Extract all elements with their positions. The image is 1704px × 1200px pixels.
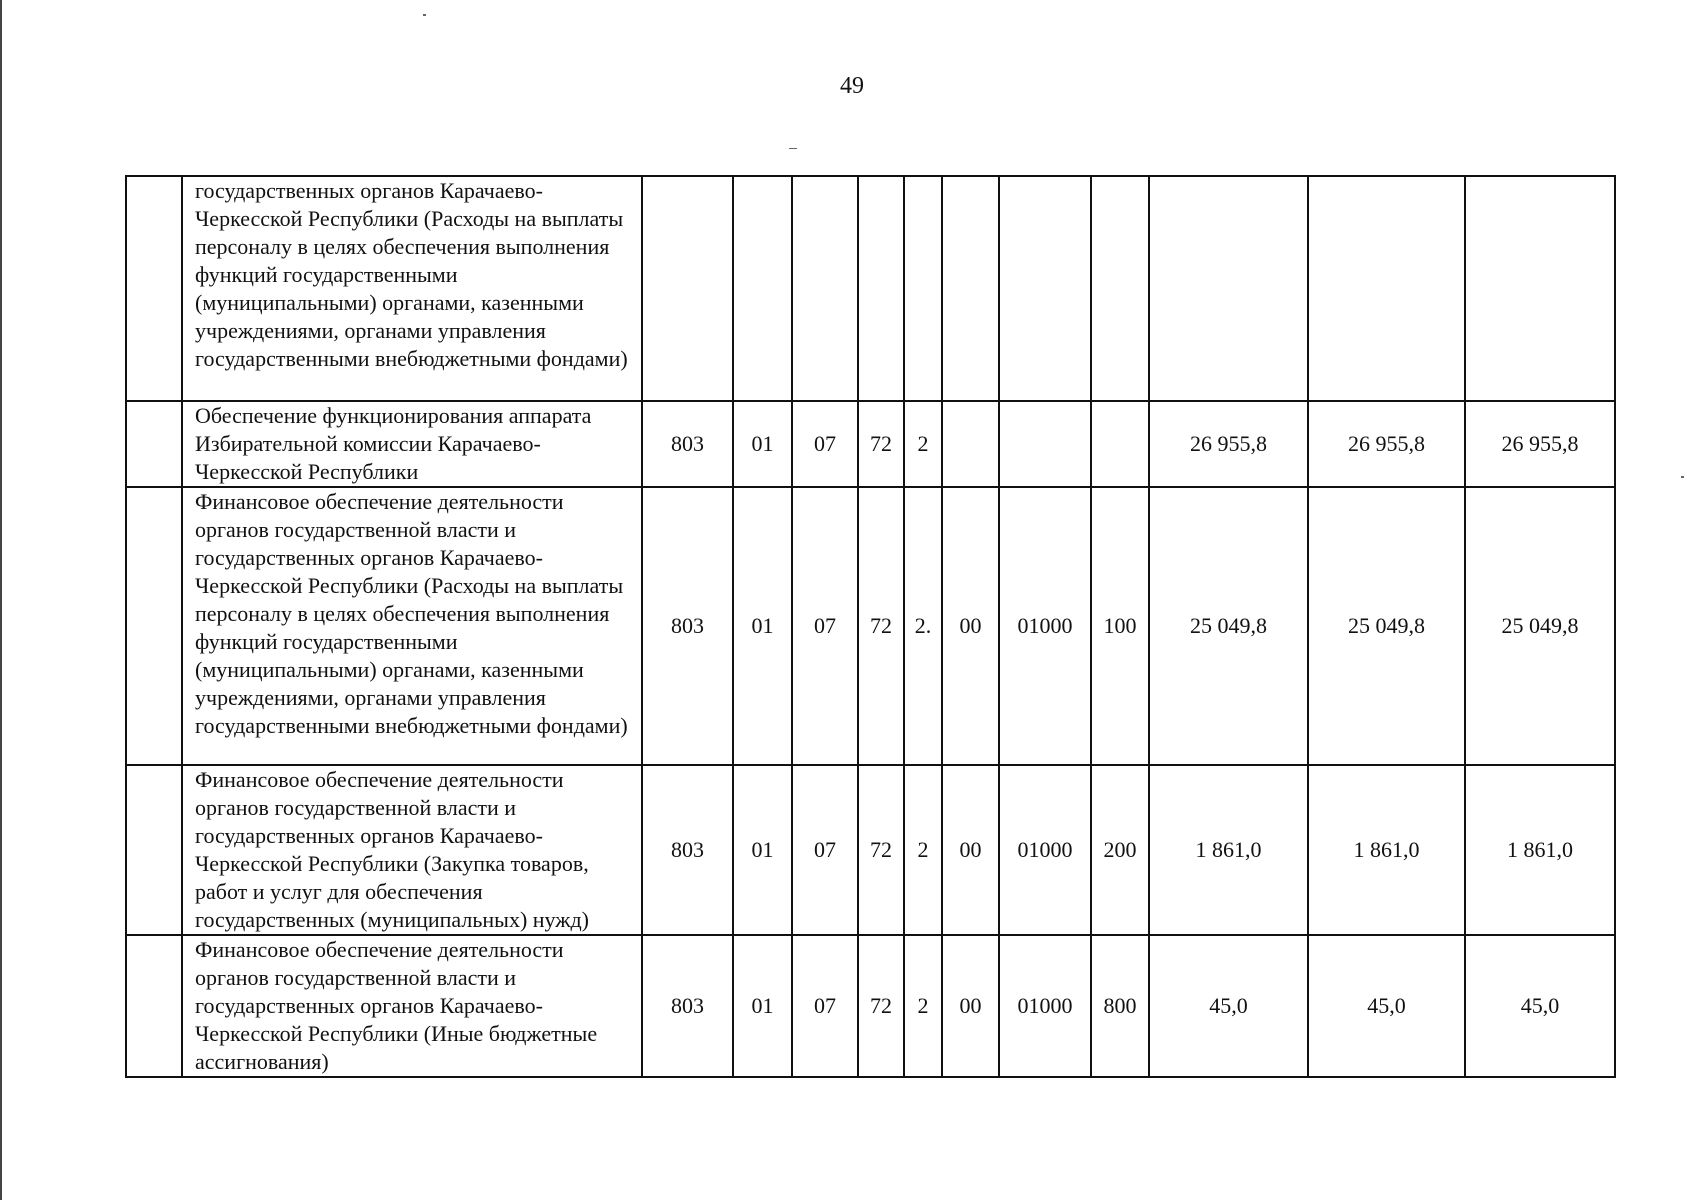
program-code-cell — [858, 176, 904, 401]
subsection-code-cell — [792, 176, 858, 401]
main-event-code-cell: 00 — [942, 765, 999, 935]
expense-type-code-cell — [1091, 401, 1149, 487]
description-cell: Финансовое обеспечение деятельности органов государственной власти и государственных органов Карачаево-Черкесской Республики (Расходы на выплаты персоналу в целях обеспечения выполнения функций государственными (муниципальными) органами, казенными учреждениями, органами управления государственными внебюджетными фондами) — [182, 487, 642, 765]
table-row — [126, 176, 1615, 401]
subsection-code-cell: 07 — [792, 765, 858, 935]
ministry-code-cell — [642, 176, 733, 401]
program-code-cell: 72 — [858, 765, 904, 935]
section-code-cell: 01 — [733, 487, 792, 765]
amount-cell-2: 26 955,8 — [1308, 401, 1465, 487]
subsection-code-cell: 07 — [792, 401, 858, 487]
expense-type-code-cell: 200 — [1091, 765, 1149, 935]
row-number-cell — [126, 487, 182, 765]
direction-code-cell — [999, 401, 1091, 487]
ministry-code-cell: 803 — [642, 401, 733, 487]
direction-code-cell: 01000 — [999, 765, 1091, 935]
direction-code-cell: 01000 — [999, 935, 1091, 1077]
scan-speck — [1681, 476, 1684, 478]
table-row — [126, 487, 1615, 765]
subprogram-code-cell — [904, 176, 942, 401]
page-number: 49 — [840, 73, 864, 99]
amount-cell-3: 45,0 — [1465, 935, 1615, 1077]
amount-cell-3 — [1465, 176, 1615, 401]
row-number-cell — [126, 935, 182, 1077]
program-code-cell: 72 — [858, 487, 904, 765]
subsection-code-cell: 07 — [792, 487, 858, 765]
amount-cell-1: 1 861,0 — [1149, 765, 1308, 935]
amount-cell-1: 25 049,8 — [1149, 487, 1308, 765]
main-event-code-cell: 00 — [942, 935, 999, 1077]
subprogram-code-cell: 2. — [904, 487, 942, 765]
amount-cell-1: 26 955,8 — [1149, 401, 1308, 487]
expense-type-code-cell — [1091, 176, 1149, 401]
amount-cell-1: 45,0 — [1149, 935, 1308, 1077]
budget-table — [125, 175, 1616, 1078]
program-code-cell: 72 — [858, 401, 904, 487]
subprogram-code-cell: 2 — [904, 935, 942, 1077]
section-code-cell: 01 — [733, 765, 792, 935]
table-row — [126, 935, 1615, 1077]
table-row — [126, 401, 1615, 487]
subsection-code-cell: 07 — [792, 935, 858, 1077]
subprogram-code-cell: 2 — [904, 401, 942, 487]
program-code-cell: 72 — [858, 935, 904, 1077]
main-event-code-cell — [942, 401, 999, 487]
amount-cell-3: 1 861,0 — [1465, 765, 1615, 935]
ministry-code-cell: 803 — [642, 765, 733, 935]
direction-code-cell — [999, 176, 1091, 401]
table-row — [126, 765, 1615, 935]
expense-type-code-cell: 800 — [1091, 935, 1149, 1077]
amount-cell-3: 25 049,8 — [1465, 487, 1615, 765]
page-left-edge — [0, 0, 2, 1200]
section-code-cell: 01 — [733, 935, 792, 1077]
description-cell: Финансовое обеспечение деятельности органов государственной власти и государственных органов Карачаево-Черкесской Республики (Закупка товаров, работ и услуг для обеспечения государственных (муниципальных) нужд) — [182, 765, 642, 935]
row-number-cell — [126, 401, 182, 487]
main-event-code-cell — [942, 176, 999, 401]
description-cell: государственных органов Карачаево-Черкесской Республики (Расходы на выплаты персоналу в целях обеспечения выполнения функций государственными (муниципальными) органами, казенными учреждениями, органами управления государственными внебюджетными фондами) — [182, 176, 642, 401]
section-code-cell: 01 — [733, 401, 792, 487]
subprogram-code-cell: 2 — [904, 765, 942, 935]
description-cell: Финансовое обеспечение деятельности органов государственной власти и государственных органов Карачаево-Черкесской Республики (Иные бюджетные ассигнования) — [182, 935, 642, 1077]
section-code-cell — [733, 176, 792, 401]
amount-cell-3: 26 955,8 — [1465, 401, 1615, 487]
ministry-code-cell: 803 — [642, 935, 733, 1077]
scan-speck — [423, 14, 426, 16]
row-number-cell — [126, 765, 182, 935]
scan-speck — [789, 148, 797, 149]
row-number-cell — [126, 176, 182, 401]
ministry-code-cell: 803 — [642, 487, 733, 765]
amount-cell-1 — [1149, 176, 1308, 401]
amount-cell-2 — [1308, 176, 1465, 401]
amount-cell-2: 25 049,8 — [1308, 487, 1465, 765]
description-cell: Обеспечение функционирования аппарата Избирательной комиссии Карачаево-Черкесской Республики — [182, 401, 642, 487]
expense-type-code-cell: 100 — [1091, 487, 1149, 765]
main-event-code-cell: 00 — [942, 487, 999, 765]
amount-cell-2: 1 861,0 — [1308, 765, 1465, 935]
direction-code-cell: 01000 — [999, 487, 1091, 765]
amount-cell-2: 45,0 — [1308, 935, 1465, 1077]
